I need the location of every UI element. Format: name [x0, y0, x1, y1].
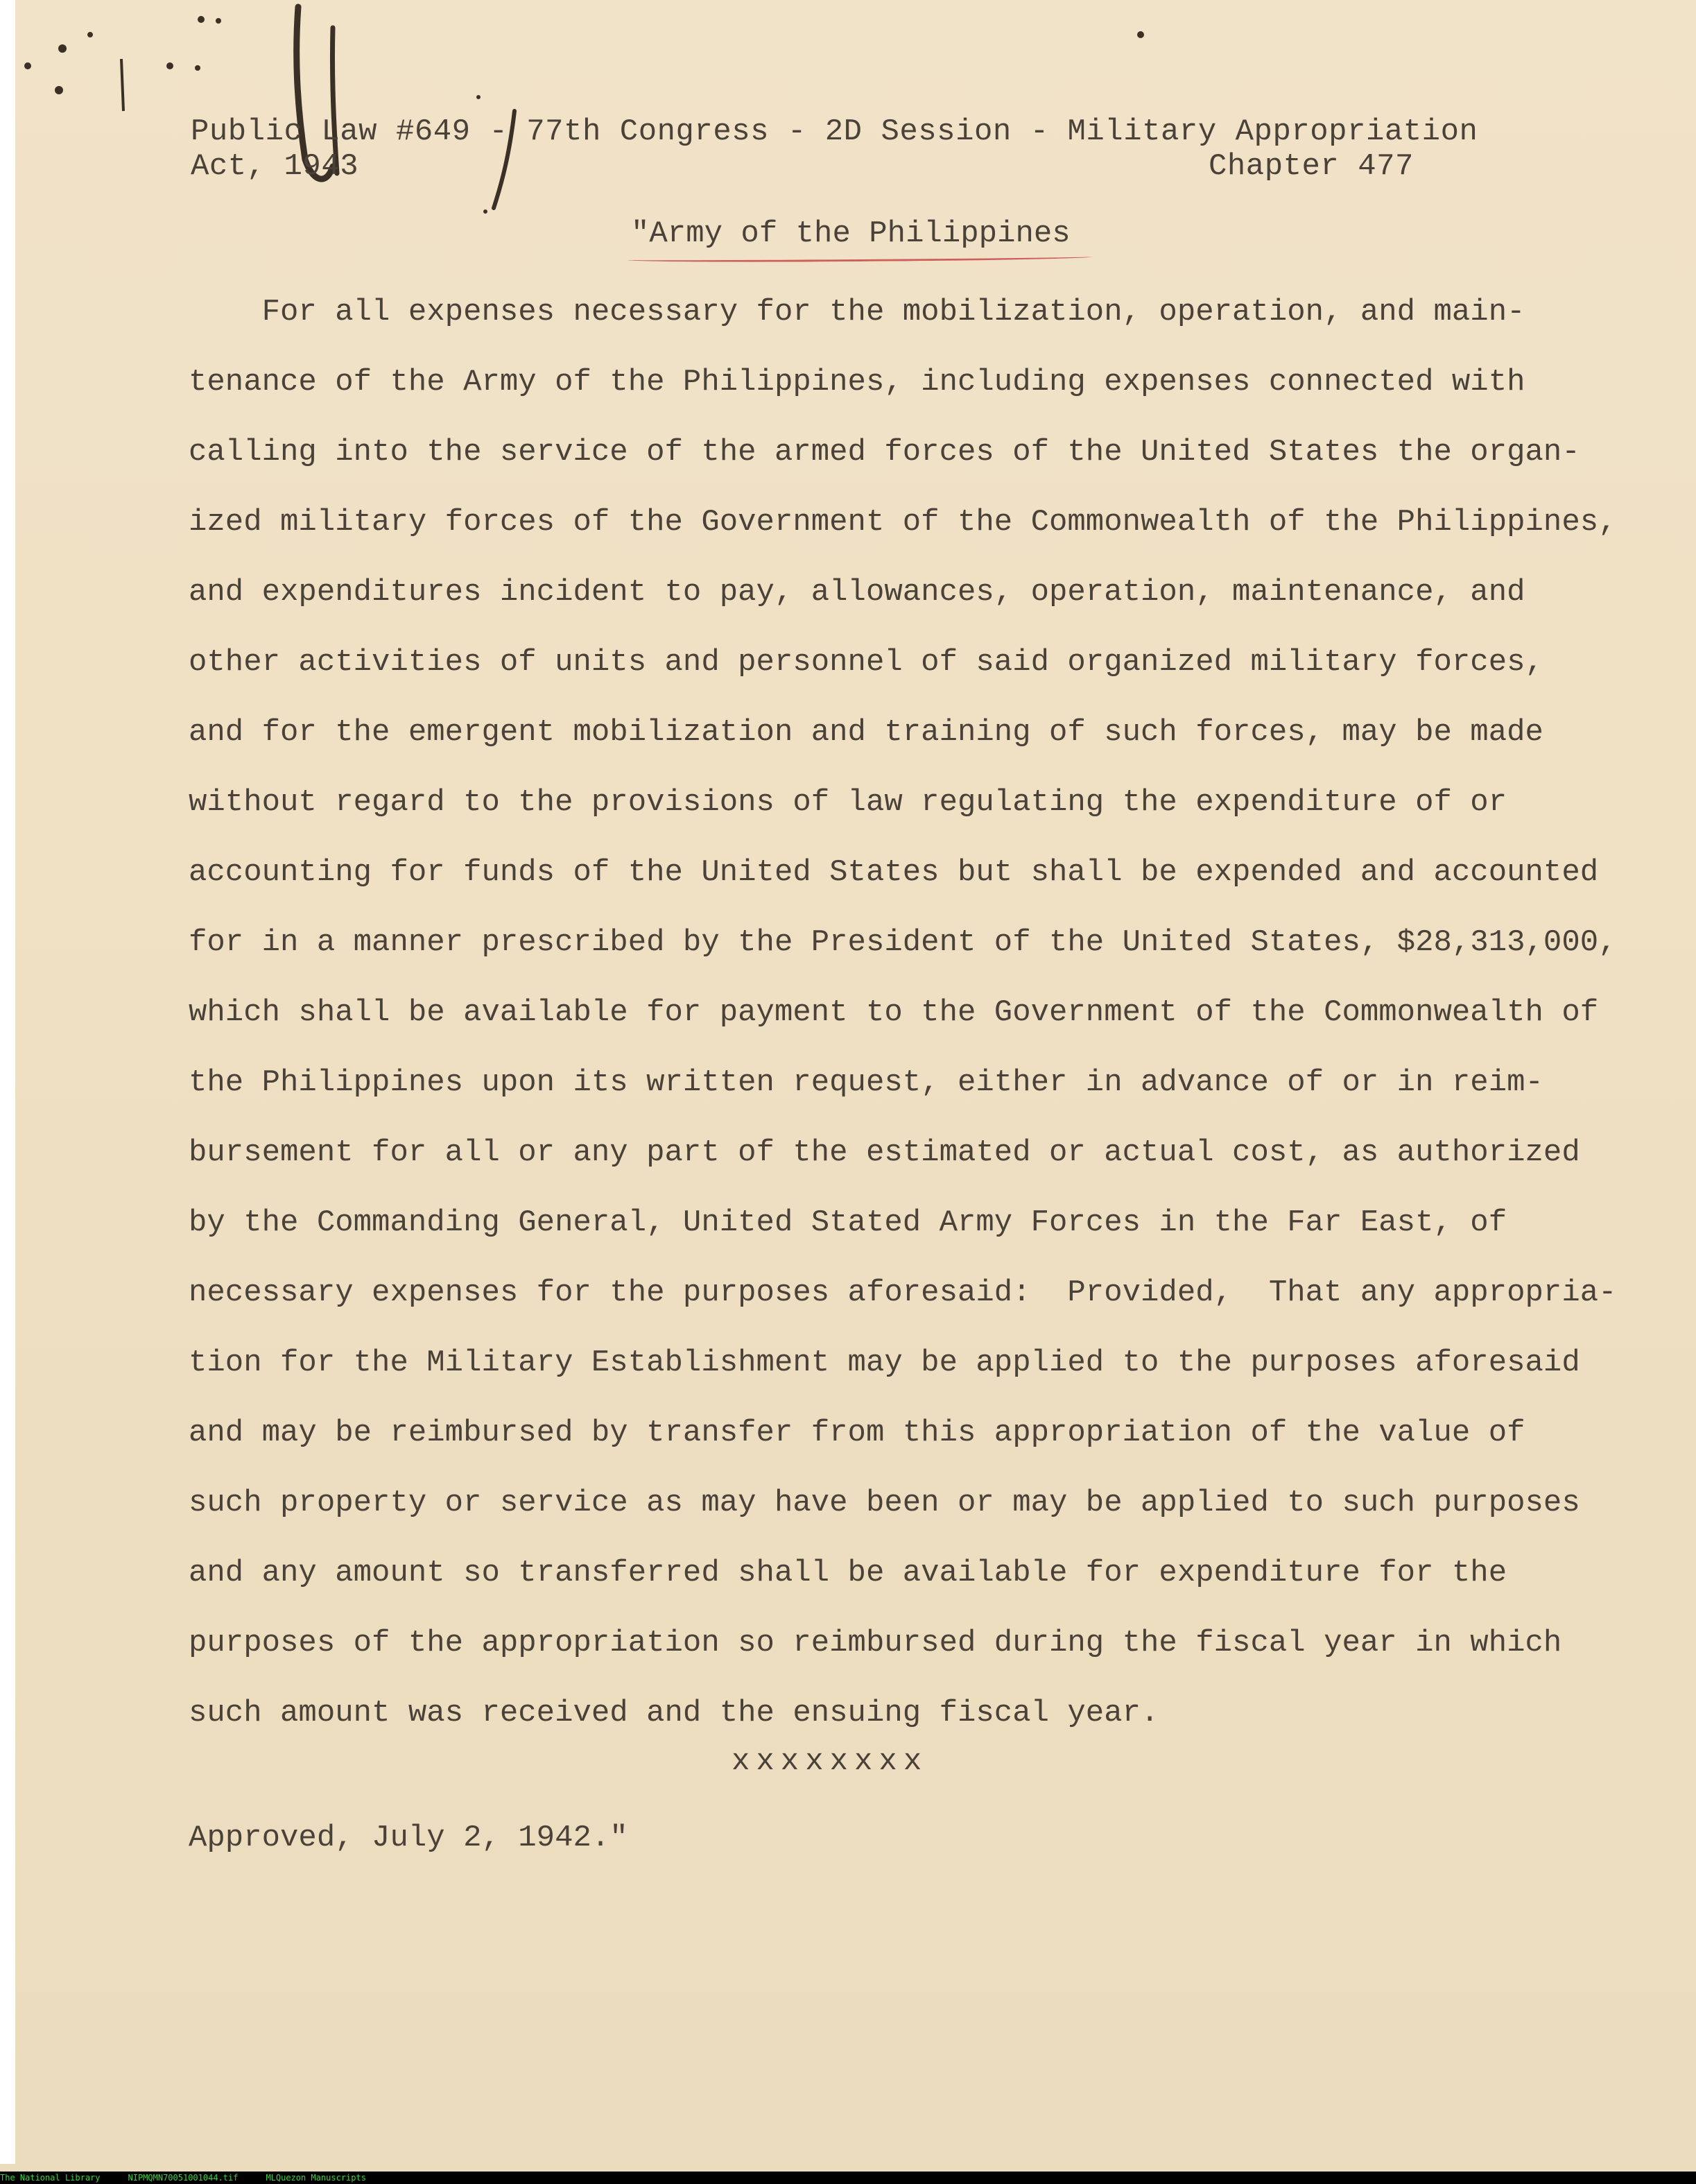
body-line: calling into the service of the armed forces of the United States the organ- — [189, 435, 1580, 470]
ink-dot-11 — [483, 209, 487, 214]
ink-stroke-4 — [121, 59, 123, 111]
ink-dot-5 — [166, 62, 173, 69]
approval-date: Approved, July 2, 1942." — [189, 1821, 628, 1855]
header-act-year: Act, 1943 — [191, 149, 359, 184]
body-line: tion for the Military Establishment may be applied to the purposes aforesaid — [189, 1345, 1580, 1380]
ink-dot-4 — [87, 32, 93, 37]
body-line: such amount was received and the ensuing fiscal year. — [189, 1696, 1159, 1730]
ink-dot-10 — [476, 95, 481, 99]
footer-library: The National Library — [0, 2173, 101, 2183]
body-line: purposes of the appropriation so reimbursed during the fiscal year in which — [189, 1626, 1562, 1660]
body-line: by the Commanding General, United Stated Army Forces in the Far East, of — [189, 1205, 1507, 1240]
body-line: accounting for funds of the United States but shall be expended and accounted — [189, 855, 1599, 890]
body-line: and any amount so transferred shall be available for expenditure for the — [189, 1556, 1507, 1590]
body-line: such property or service as may have been or may be applied to such purposes — [189, 1486, 1580, 1520]
body-text — [189, 277, 1617, 1748]
ink-dot-1 — [198, 16, 205, 23]
body-line: other activities of units and personnel of said organized military forces, — [189, 645, 1543, 680]
body-line: for in a manner prescribed by the President of the United States, $28,313,000, — [189, 925, 1617, 960]
section-separator: xxxxxxxx — [732, 1744, 928, 1779]
header-chapter: Chapter 477 — [1209, 149, 1414, 184]
body-line: the Philippines upon its written request, either in advance of or in reim- — [189, 1065, 1543, 1100]
footer-filename: NIPMQMN70051001044.tif — [128, 2173, 239, 2183]
scan-footer-bar — [0, 2172, 1696, 2184]
body-line: without regard to the provisions of law regulating the expenditure of or — [189, 785, 1507, 820]
ink-dot-2 — [216, 18, 221, 24]
ink-dot-6 — [195, 65, 200, 71]
ink-dot-7 — [55, 86, 63, 94]
body-line: and may be reimbursed by transfer from this appropriation of the value of — [189, 1416, 1525, 1450]
document-title: "Army of the Philippines — [631, 216, 1071, 251]
footer-collection: MLQuezon Manuscripts — [266, 2173, 366, 2183]
body-line: tenance of the Army of the Philippines, including expenses connected with — [189, 365, 1525, 399]
body-line: and for the emergent mobilization and training of such forces, may be made — [189, 715, 1543, 750]
header-line-1: Public Law #649 - 77th Congress - 2D Session - Military Appropriation — [191, 114, 1478, 149]
body-line: bursement for all or any part of the estimated or actual cost, as authorized — [189, 1135, 1580, 1170]
ink-dot-3 — [58, 44, 67, 53]
body-line: necessary expenses for the purposes aforesaid: Provided, That any appropria- — [189, 1275, 1617, 1310]
body-line: For all expenses necessary for the mobilization, operation, and main- — [189, 295, 1525, 329]
body-line: which shall be available for payment to the Government of the Commonwealth of — [189, 995, 1599, 1030]
ink-dot-9 — [1137, 31, 1144, 38]
body-line: and expenditures incident to pay, allowances, operation, maintenance, and — [189, 575, 1525, 610]
scan-left-margin — [0, 0, 15, 2164]
body-line: ized military forces of the Government of the Commonwealth of the Philippines, — [189, 505, 1617, 540]
ink-dot-8 — [24, 62, 31, 69]
